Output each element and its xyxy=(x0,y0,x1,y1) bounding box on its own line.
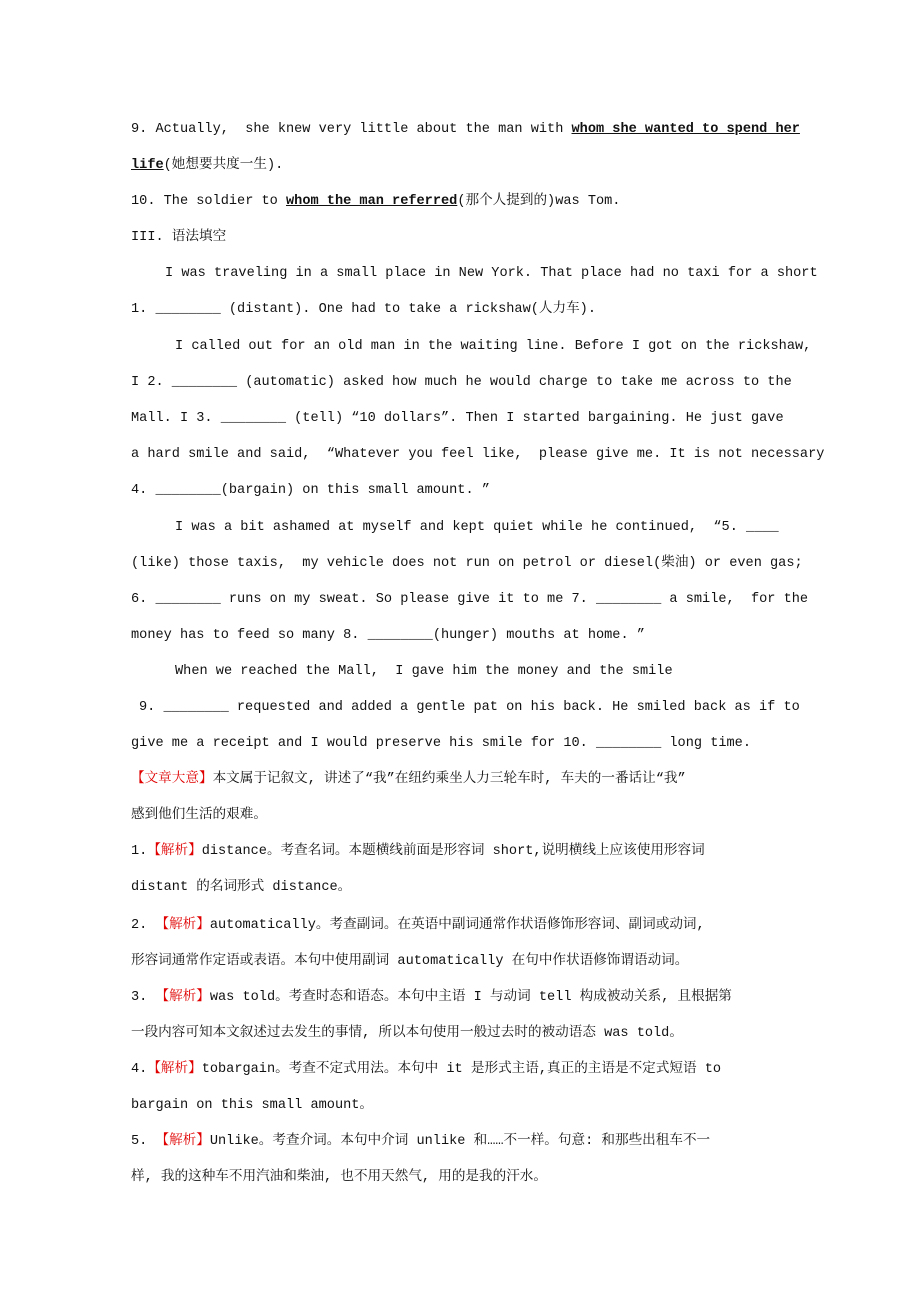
text-segment: 4. ________(bargain) on this small amount. ” xyxy=(131,483,490,498)
text-line xyxy=(131,878,351,898)
text-segment: When we reached the Mall, I gave him the money and the smile xyxy=(175,664,673,679)
text-segment: bargain on this small amount。 xyxy=(131,1098,374,1113)
text-segment: 9. ________ requested and added a gentle pat on his back. He smiled back as if to xyxy=(139,700,800,715)
underlined-answer: whom the man referred xyxy=(286,194,458,209)
section-tag: 【解析】 xyxy=(147,1062,202,1077)
section-tag: 【文章大意】 xyxy=(131,772,213,787)
section-tag: 【解析】 xyxy=(155,990,210,1005)
text-line xyxy=(131,626,645,646)
text-segment: 形容词通常作定语或表语。本句中使用副词 automatically 在句中作状语修饰谓语动词。 xyxy=(131,954,689,969)
text-line xyxy=(175,518,779,538)
text-line xyxy=(131,1132,710,1152)
text-segment: I 2. ________ (automatic) asked how much he would charge to take me across to the xyxy=(131,375,792,390)
text-line xyxy=(131,445,824,465)
text-line xyxy=(131,770,686,790)
text-line xyxy=(139,698,800,718)
text-segment: 本文属于记叙文, 讲述了“我”在纽约乘坐人力三轮车时, 车夫的一番话让“我” xyxy=(212,772,686,787)
text-segment: was told。考查时态和语态。本句中主语 I 与动词 tell 构成被动关系, 且根据第 xyxy=(209,990,732,1005)
text-line xyxy=(131,373,792,393)
text-line xyxy=(131,916,705,936)
text-line xyxy=(131,988,732,1008)
text-line xyxy=(131,192,620,212)
text-line xyxy=(131,842,705,862)
text-segment: 2. xyxy=(131,918,156,933)
section-tag: 【解析】 xyxy=(147,844,202,859)
section-tag: 【解析】 xyxy=(155,1134,210,1149)
text-segment: Mall. I 3. ________ (tell) “10 dollars”. Then I started bargaining. He just gave xyxy=(131,411,784,426)
text-segment: 9. Actually, she knew very little about the man with xyxy=(131,122,572,137)
text-line xyxy=(131,1168,547,1188)
text-segment: 1. ________ (distant). One had to take a rickshaw(人力车). xyxy=(131,302,596,317)
text-segment: distance。考查名词。本题横线前面是形容词 short,说明横线上应该使用形容词 xyxy=(201,844,705,859)
text-line xyxy=(131,1060,721,1080)
underlined-answer: life xyxy=(131,158,164,173)
text-segment: 样, 我的这种车不用汽油和柴油, 也不用天然气, 用的是我的汗水。 xyxy=(131,1170,547,1185)
text-line xyxy=(131,481,490,501)
text-segment: I was a bit ashamed at myself and kept quiet while he continued, “5. ____ xyxy=(175,520,779,535)
text-line xyxy=(165,264,818,284)
text-segment: money has to feed so many 8. ________(hunger) mouths at home. ” xyxy=(131,628,645,643)
text-line xyxy=(175,662,673,682)
text-segment: 4. xyxy=(131,1062,148,1077)
text-segment: 一段内容可知本文叙述过去发生的事情, 所以本句使用一般过去时的被动语态 was told。 xyxy=(131,1026,683,1041)
text-segment: 6. ________ runs on my sweat. So please give it to me 7. ________ a smile, for the xyxy=(131,592,809,607)
underlined-answer: whom she wanted to spend her xyxy=(571,122,800,137)
text-segment: tobargain。考查不定式用法。本句中 it 是形式主语,真正的主语是不定式短语 to xyxy=(201,1062,722,1077)
section-tag: 【解析】 xyxy=(155,918,210,933)
text-segment: (她想要共度一生). xyxy=(163,158,284,173)
text-line xyxy=(131,409,784,429)
text-line xyxy=(131,734,751,754)
text-segment: 3. xyxy=(131,990,156,1005)
text-line xyxy=(131,228,226,248)
text-line xyxy=(131,120,800,140)
text-line xyxy=(131,590,808,610)
text-line xyxy=(131,300,596,320)
text-segment: automatically。考查副词。在英语中副词通常作状语修饰形容词、副词或动词, xyxy=(209,918,705,933)
text-line xyxy=(131,554,803,574)
text-segment: 10. The soldier to xyxy=(131,194,286,209)
text-segment: 1. xyxy=(131,844,148,859)
text-segment: give me a receipt and I would preserve his smile for 10. ________ long time. xyxy=(131,736,751,751)
text-segment: III. 语法填空 xyxy=(131,230,227,245)
text-segment: distant 的名词形式 distance。 xyxy=(131,880,352,895)
text-segment: Unlike。考查介词。本句中介词 unlike 和……不一样。句意: 和那些出租车不一 xyxy=(209,1134,711,1149)
text-line xyxy=(131,1096,373,1116)
text-line xyxy=(131,156,283,176)
text-segment: (like) those taxis, my vehicle does not run on petrol or diesel(柴油) or even gas; xyxy=(131,556,803,571)
text-segment: 感到他们生活的艰难。 xyxy=(131,808,267,823)
text-line xyxy=(131,1024,683,1044)
text-segment: a hard smile and said, “Whatever you feel like, please give me. It is not necessary xyxy=(131,447,825,462)
text-segment: (那个人提到的)was Tom. xyxy=(457,194,621,209)
text-segment: I was traveling in a small place in New York. That place had no taxi for a short xyxy=(165,266,818,281)
text-line xyxy=(175,337,811,357)
text-segment: I called out for an old man in the waiting line. Before I got on the rickshaw, xyxy=(175,339,812,354)
text-line xyxy=(131,806,267,826)
text-line xyxy=(131,952,688,972)
text-segment: 5. xyxy=(131,1134,156,1149)
